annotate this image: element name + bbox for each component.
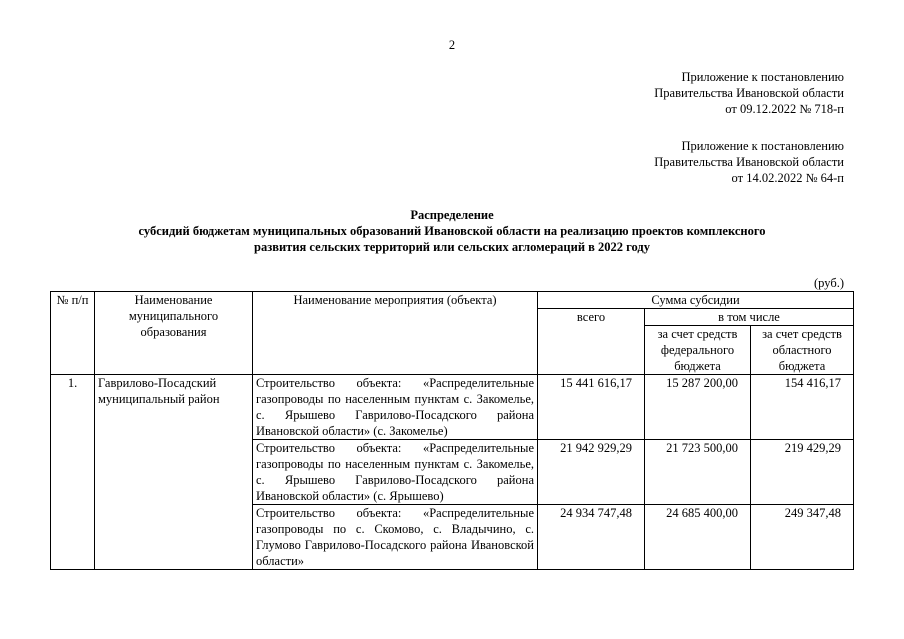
header-subsidy-sum: Сумма субсидии xyxy=(538,292,854,309)
appendix-note xyxy=(654,69,844,117)
appendix-line: Правительства Ивановской области xyxy=(654,86,844,100)
title-line: субсидий бюджетам муниципальных образований Ивановской области на реализацию проектов комплексного xyxy=(138,224,766,238)
header-including: в том числе xyxy=(645,309,854,326)
header-total: всего xyxy=(538,309,645,375)
title-line: Распределение xyxy=(410,208,494,222)
appendix-line: Приложение к постановлению xyxy=(681,70,844,84)
header-num: № п/п xyxy=(51,292,95,375)
table-row xyxy=(51,375,854,440)
page-number: 2 xyxy=(448,38,456,52)
appendix-line: от 14.02.2022 № 64-п xyxy=(731,171,844,185)
row-federal: 15 287 200,00 xyxy=(645,375,751,440)
row-num: 1. xyxy=(51,375,95,570)
row-federal: 24 685 400,00 xyxy=(645,505,751,570)
row-total: 21 942 929,29 xyxy=(538,440,645,505)
document-title xyxy=(0,207,904,255)
appendix-line: от 09.12.2022 № 718-п xyxy=(725,102,844,116)
row-total: 24 934 747,48 xyxy=(538,505,645,570)
row-regional: 154 416,17 xyxy=(751,375,854,440)
subsidy-table xyxy=(50,291,854,570)
row-regional: 249 347,48 xyxy=(751,505,854,570)
title-line: развития сельских территорий или сельских агломераций в 2022 году xyxy=(254,240,650,254)
row-event: Строительство объекта: «Распределительные газопроводы по с. Скомово, с. Владычино, с. Глумово Гаврилово-Посадского района Ивановской области» xyxy=(253,505,538,570)
currency-unit: (руб.) xyxy=(814,276,844,290)
appendix-line: Приложение к постановлению xyxy=(681,139,844,153)
row-event: Строительство объекта: «Распределительные газопроводы по населенным пунктам с. Закомелье, с. Ярышево Гаврилово-Посадского района Ивановской области» (с. Закомелье) xyxy=(253,375,538,440)
header-regional: за счет средств областного бюджета xyxy=(751,326,854,375)
row-regional: 219 429,29 xyxy=(751,440,854,505)
header-municipality: Наименование муниципального образования xyxy=(95,292,253,375)
row-municipality: Гаврилово-Посадский муниципальный район xyxy=(95,375,253,570)
header-federal: за счет средств федерального бюджета xyxy=(645,326,751,375)
header-event: Наименование мероприятия (объекта) xyxy=(253,292,538,375)
appendix-note xyxy=(654,138,844,186)
row-event: Строительство объекта: «Распределительные газопроводы по населенным пунктам с. Закомелье, с. Ярышево Гаврилово-Посадского района Ивановской области» (с. Ярышево) xyxy=(253,440,538,505)
row-federal: 21 723 500,00 xyxy=(645,440,751,505)
appendix-line: Правительства Ивановской области xyxy=(654,155,844,169)
row-total: 15 441 616,17 xyxy=(538,375,645,440)
